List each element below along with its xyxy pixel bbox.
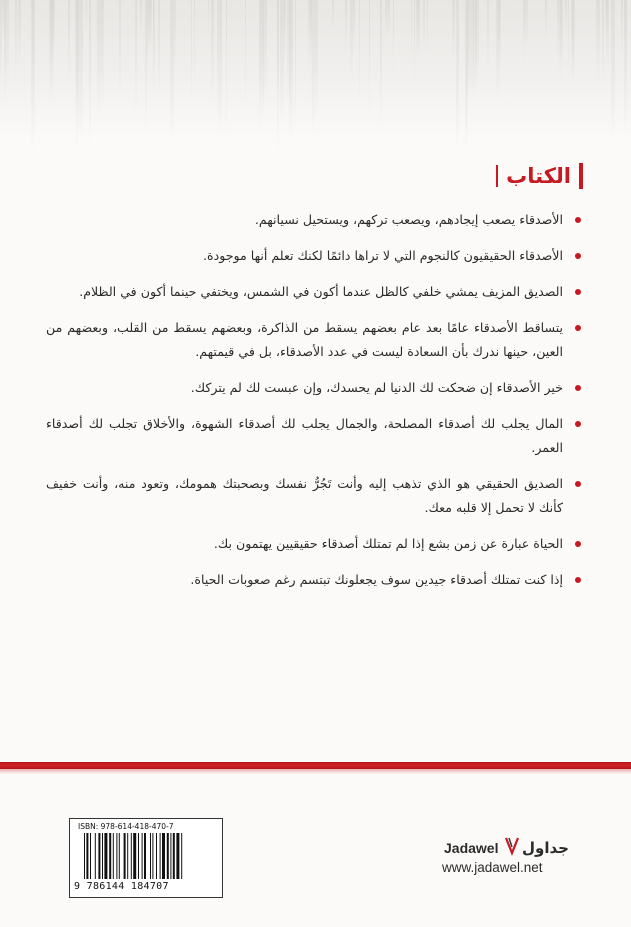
publisher-name-en: Jadawel: [444, 840, 499, 856]
texture-streak: [135, 0, 137, 119]
texture-streak: [456, 0, 459, 155]
texture-streak: [291, 0, 292, 92]
isbn-label: ISBN: 978-614-418-470-7: [78, 822, 174, 831]
bullet-icon: [575, 217, 581, 223]
quote-text: يتساقط الأصدقاء عامًا بعد عام بعضهم يسقط من الذاكرة، وبعضهم يسقط من القلب، وبعضهم من العين، حينها ندرك بأن السعادة ليست في عدد الأصدقاء، بل في قيمتهم.: [46, 320, 563, 359]
barcode-bar: [156, 833, 157, 879]
list-item: [46, 472, 583, 520]
texture-streak: [369, 0, 370, 122]
bullet-icon: [575, 421, 581, 427]
texture-streak: [468, 0, 471, 98]
texture-streak: [5, 0, 9, 88]
barcode-bar: [119, 833, 120, 879]
texture-streak: [611, 0, 615, 141]
texture-streak: [277, 0, 278, 156]
barcode-digits: 9 786144 184707: [74, 881, 169, 892]
barcode-bar: [113, 833, 114, 879]
list-item: [46, 376, 583, 400]
grunge-texture: [0, 0, 631, 160]
publisher-name-ar: جداول: [522, 839, 569, 857]
barcode-bar: [173, 833, 175, 879]
texture-streak: [380, 0, 382, 128]
barcode-bar: [84, 833, 85, 879]
barcode-bar: [95, 833, 96, 879]
texture-streak: [621, 0, 623, 60]
quote-text: الأصدقاء الحقيقيون كالنجوم التي لا تراها دائمًا لكنك تعلم أنها موجودة.: [203, 248, 563, 263]
list-item: [46, 244, 583, 268]
texture-streak: [606, 0, 609, 73]
bullet-icon: [575, 253, 581, 259]
barcode-bar: [86, 833, 88, 879]
barcode-bar: [102, 833, 103, 879]
texture-streak: [498, 0, 501, 65]
texture-streak: [414, 0, 415, 94]
texture-streak: [423, 0, 425, 52]
texture-streak: [568, 0, 569, 82]
list-item: [46, 208, 583, 232]
texture-streak: [78, 0, 80, 137]
texture-streak: [100, 0, 104, 110]
texture-streak: [523, 0, 524, 74]
bullet-icon: [575, 541, 581, 547]
texture-streak: [32, 0, 34, 90]
texture-streak: [560, 0, 562, 62]
texture-streak: [15, 0, 17, 76]
texture-streak: [263, 0, 267, 103]
barcode-bar: [90, 833, 91, 879]
barcode-bar: [150, 833, 151, 879]
barcode-bar: [144, 833, 146, 879]
quote-text: الصديق الحقيقي هو الذي تذهب إليه وأنت تَجُرُّ نفسك وبصحبتك همومك، وتعود منه، وأنت خفيف كأنك لا تحمل إلا قلبه معك.: [46, 476, 563, 515]
texture-streak: [427, 0, 428, 56]
barcode-icon: [84, 833, 210, 881]
texture-streak: [308, 0, 309, 76]
texture-streak: [2, 0, 5, 42]
barcode-bar: [167, 833, 169, 879]
publisher-url: www.jadawel.net: [442, 860, 543, 875]
texture-streak: [417, 0, 419, 42]
bullet-icon: [575, 481, 581, 487]
barcode-bar: [152, 833, 153, 879]
texture-streak: [350, 0, 353, 80]
publisher-logo: [442, 836, 569, 886]
texture-streak: [54, 0, 55, 47]
barcode-bar: [104, 833, 107, 879]
bullet-icon: [575, 325, 581, 331]
texture-streak: [596, 0, 600, 83]
texture-streak: [332, 0, 334, 32]
texture-streak: [149, 0, 152, 47]
barcode-bar: [170, 833, 171, 879]
texture-streak: [284, 0, 286, 64]
section-title: الكتاب: [506, 164, 571, 188]
texture-streak: [353, 0, 355, 52]
texture-streak: [311, 0, 312, 66]
texture-streak: [80, 0, 83, 140]
texture-streak: [191, 0, 192, 108]
texture-streak: [146, 0, 149, 69]
texture-streak: [545, 0, 547, 41]
texture-streak: [359, 0, 360, 106]
texture-streak: [475, 0, 479, 88]
texture-streak: [119, 0, 121, 101]
texture-streak: [393, 0, 394, 82]
bullet-icon: [575, 577, 581, 583]
barcode-bar: [138, 833, 139, 879]
texture-streak: [524, 0, 528, 48]
barcode-bar: [162, 833, 165, 879]
quote-text: الحياة عبارة عن زمن بشع إذا لم تمتلك أصدقاء حقيقيين يهتمون بك.: [213, 536, 563, 551]
texture-streak: [295, 0, 296, 133]
quote-text: إذا كنت تمتلك أصدقاء جيدين سوف يجعلونك تبتسم رغم صعوبات الحياة.: [190, 572, 563, 587]
barcode-bar: [142, 833, 143, 879]
quote-text: الأصدقاء يصعب إيجادهم، ويصعب تركهم، ويستحيل نسيانهم.: [254, 212, 563, 227]
barcode-bar: [124, 833, 126, 879]
texture-streak: [158, 0, 160, 96]
texture-streak: [565, 0, 567, 33]
barcode-bar: [181, 833, 182, 879]
barcode-bar: [131, 833, 132, 879]
v-mark-icon: [504, 836, 520, 856]
texture-streak: [226, 0, 227, 144]
bullet-icon: [575, 385, 581, 391]
texture-streak: [487, 0, 489, 75]
texture-streak: [452, 0, 455, 64]
texture-streak: [602, 0, 604, 86]
barcode-bar: [98, 833, 100, 879]
red-divider-texture: [0, 769, 631, 774]
barcode-bar: [133, 833, 136, 879]
texture-streak: [208, 0, 209, 37]
section-heading: [496, 163, 583, 189]
bullet-icon: [575, 289, 581, 295]
list-item: [46, 412, 583, 460]
quote-list: [46, 208, 583, 592]
texture-streak: [18, 0, 21, 66]
red-divider: [0, 762, 631, 769]
barcode-bar: [116, 833, 117, 879]
texture-streak: [68, 0, 70, 83]
texture-streak: [89, 0, 91, 149]
barcode-bar: [109, 833, 111, 879]
heading-bar-left: [496, 165, 498, 187]
texture-streak: [314, 0, 318, 118]
texture-streak: [194, 0, 195, 97]
barcode-bar: [176, 833, 179, 879]
texture-streak: [218, 0, 222, 135]
heading-bar-right: [579, 163, 583, 189]
texture-streak: [140, 0, 142, 34]
texture-streak: [174, 0, 176, 71]
texture-streak: [345, 0, 347, 49]
list-item: [46, 568, 583, 592]
texture-streak: [572, 0, 575, 81]
list-item: [46, 316, 583, 364]
quote-text: المال يجلب لك أصدقاء المصلحة، والجمال يجلب لك أصدقاء الشهوة، والأخلاق تجلب لك أصدقاء العمر.: [46, 416, 563, 455]
texture-streak: [86, 0, 87, 30]
quote-text: الصديق المزيف يمشي خلفي كالظل عندما أكون في الشمس، ويختفي حينما أكون في الظلام.: [79, 284, 563, 299]
list-item: [46, 280, 583, 304]
texture-streak: [280, 0, 284, 123]
texture-streak: [310, 0, 311, 111]
texture-streak: [624, 0, 627, 50]
texture-streak: [153, 0, 154, 75]
texture-streak: [387, 0, 390, 36]
texture-streak: [411, 0, 412, 59]
barcode-bar: [160, 833, 161, 879]
texture-streak: [245, 0, 246, 115]
quote-text: خير الأصدقاء إن ضحكت لك الدنيا لم يحسدك، وإن عبست لك لم يتركك.: [190, 380, 563, 395]
barcode-bar: [127, 833, 128, 879]
list-item: [46, 532, 583, 556]
texture-streak: [211, 0, 214, 103]
isbn-barcode: [69, 818, 223, 898]
